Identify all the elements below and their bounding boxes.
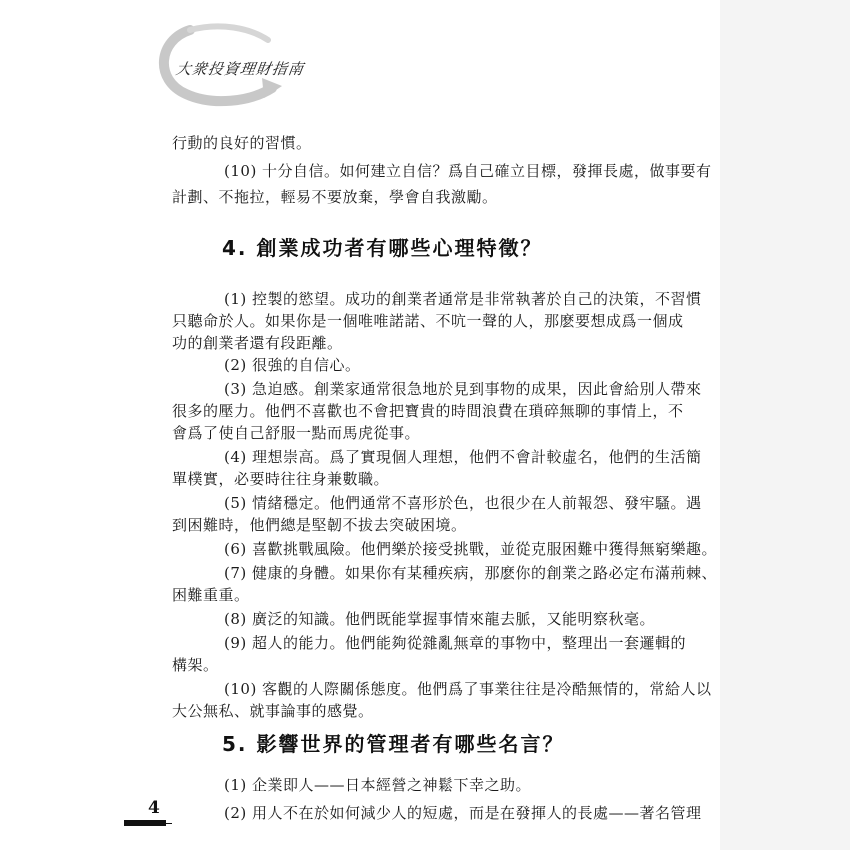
text-line: 到困難時，他們總是堅韌不拔去突破困境。 xyxy=(172,516,467,534)
text-line: 行動的良好的習慣。 xyxy=(172,134,312,152)
text-line: 會爲了使自己舒服一點而馬虎從事。 xyxy=(172,424,421,442)
text-line: 功的創業者還有段距離。 xyxy=(172,334,343,352)
page-number: 4 xyxy=(148,798,160,818)
text-line: (4) 理想崇高。爲了實現個人理想，他們不會計較虛名，他們的生活簡 xyxy=(224,448,702,466)
text-line: (5) 情緒穩定。他們通常不喜形於色，也很少在人前報怨、發牢騷。遇 xyxy=(224,494,702,512)
text-line: (2) 用人不在於如何減少人的短處，而是在發揮人的長處——著名管理 xyxy=(224,804,702,822)
text-line: (2) 很強的自信心。 xyxy=(224,356,361,374)
section-5-heading: 5. 影響世界的管理者有哪些名言？ xyxy=(222,732,565,756)
section-4-heading: 4. 創業成功者有哪些心理特徵？ xyxy=(222,236,543,260)
page-number-rule xyxy=(166,823,172,824)
text-line: (1) 控製的慾望。成功的創業者通常是非常執著於自己的決策，不習慣 xyxy=(224,290,702,308)
page-number-bar xyxy=(124,820,166,826)
text-line: 困難重重。 xyxy=(172,586,250,604)
text-line: 計劃、不拖拉，輕易不要放棄，學會自我激勵。 xyxy=(172,188,498,206)
text-line: 只聽命於人。如果你是一個唯唯諾諾、不吭一聲的人，那麽要想成爲一個成 xyxy=(172,312,684,330)
text-line: (3) 急迫感。創業家通常很急地於見到事物的成果，因此會給別人帶來 xyxy=(224,380,702,398)
text-line: (9) 超人的能力。他們能夠從雜亂無章的事物中，整理出一套邏輯的 xyxy=(224,634,687,652)
text-line: 大公無私、就事論事的感覺。 xyxy=(172,702,374,720)
text-line: 構架。 xyxy=(172,656,219,674)
text-line: (10) 十分自信。如何建立自信？爲自己確立目標，發揮長處，做事要有 xyxy=(224,162,712,180)
text-line: 單樸實，必要時往往身兼數職。 xyxy=(172,470,390,488)
page-gutter xyxy=(720,0,850,850)
text-line: (7) 健康的身體。如果你有某種疾病，那麽你的創業之路必定布滿荊棘、 xyxy=(224,564,718,582)
text-line: (6) 喜歡挑戰風險。他們樂於接受挑戰，並從克服困難中獲得無窮樂趣。 xyxy=(224,540,718,558)
text-line: (10) 客觀的人際關係態度。他們爲了事業往往是冷酷無情的，常給人以 xyxy=(224,680,712,698)
text-line: (8) 廣泛的知識。他們既能掌握事情來龍去脈，又能明察秋毫。 xyxy=(224,610,656,628)
text-line: 很多的壓力。他們不喜歡也不會把寶貴的時間浪費在瑣碎無聊的事情上，不 xyxy=(172,402,684,420)
running-header-title: 大衆投資理財指南 xyxy=(174,60,306,78)
text-line: (1) 企業即人——日本經營之神鬆下幸之助。 xyxy=(224,776,532,794)
